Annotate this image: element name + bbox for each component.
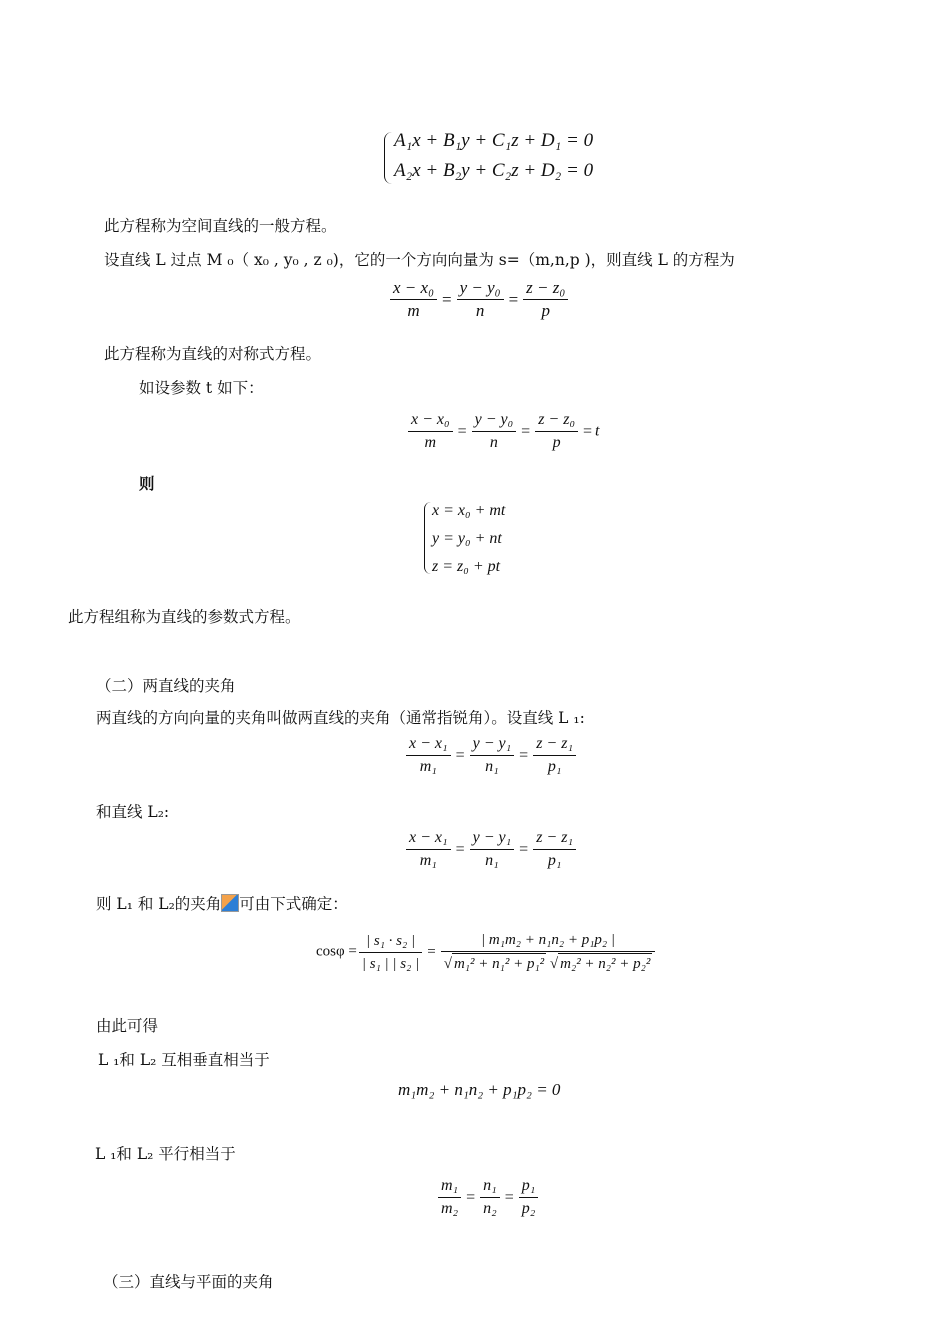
line-l1-equation: $\frac{\text{x − x₁}}{\text{m₁}}$ = $\frac{\text{y − y₁}}{\text{n₁}}$ = $\frac{\text{z − z₁}}{\text{p₁}}$: [404, 734, 578, 777]
paragraph-line-through-point: 设直线 L 过点 M ₀（ x₀ , y₀ , z ₀)，它的一个方向向量为 s=（m,n,p )，则直线 L 的方程为: [104, 251, 735, 269]
general-equation-2: A₂x + B₂y + C₂z + D₂ = 0: [394, 160, 594, 181]
parametric-equation-y: y = y₀ + nt: [432, 530, 502, 547]
paragraph-line-l2: 和直线 L₂:: [96, 803, 170, 821]
line-l2-equation: $\frac{\text{x − x₁}}{\text{m₁}}$ = $\frac{\text{y − y₁}}{\text{n₁}}$ = $\frac{\text{z − z₁}}{\text{p₁}}$: [404, 828, 578, 871]
equation-brace: [384, 132, 393, 184]
parametric-equation-z: z = z₀ + pt: [432, 558, 501, 575]
paragraph-parametric-form: 此方程组称为直线的参数式方程。: [68, 608, 301, 626]
cosine-formula: cosφ = $\frac{\text{| s₁ · s₂ |}}{\text{| s₁ | | s₂ |}}$ = $\frac{\text{| m₁m₂ + n₁n₂ + p₁p₂ |}}{\text{√ m₁² + n₁² + p₁² √ m₂² + n₂² + p₂²}}$: [316, 930, 657, 974]
paragraph-parallel: L ₁和 L₂ 平行相当于: [95, 1145, 236, 1163]
general-equation-1: A₁x + B₁y + C₁z + D₁ = 0: [394, 130, 594, 151]
parametric-equation-x: x = x₀ + mt: [432, 502, 506, 519]
paragraph-angle-determined: 则 L₁ 和 L₂的夹角 可由下式确定：: [96, 895, 348, 913]
parameter-equation: $\frac{\text{x − x₀}}{m}$ = $\frac{\text{y − y₀}}{n}$ = $\frac{\text{z − z₀}}{p}$ = t: [406, 410, 599, 453]
section-heading-two-lines-angle: （二）两直线的夹角: [96, 677, 236, 695]
parametric-brace: [424, 502, 431, 574]
paragraph-perpendicular: L ₁和 L₂ 互相垂直相当于: [98, 1051, 270, 1069]
paragraph-symmetric-form: 此方程称为直线的对称式方程。: [104, 345, 322, 363]
paragraph-hence: 由此可得: [96, 1017, 159, 1035]
symmetric-equation: $\frac{\text{x − x₀}}{m}$ = $\frac{\text{y − y₀}}{n}$ = $\frac{\text{z − z₀}}{p}$: [388, 278, 570, 321]
perpendicular-condition: m₁m₂ + n₁n₂ + p₁p₂ = 0: [398, 1080, 561, 1099]
paragraph-general-equation: 此方程称为空间直线的一般方程。: [104, 217, 337, 235]
angle-symbol-icon: [221, 894, 239, 912]
label-then: 则: [139, 474, 155, 493]
paragraph-parameter: 如设参数 t 如下：: [139, 379, 264, 397]
section-heading-line-plane-angle: （三）直线与平面的夹角: [103, 1273, 274, 1291]
parallel-condition: $\frac{\text{m₁}}{\text{m₂}}$ = $\frac{\text{n₁}}{\text{n₂}}$ = $\frac{\text{p₁}}{\text{p₂}}$: [436, 1176, 540, 1219]
paragraph-angle-definition: 两直线的方向向量的夹角叫做两直线的夹角（通常指锐角）。设直线 L ₁:: [96, 709, 585, 727]
